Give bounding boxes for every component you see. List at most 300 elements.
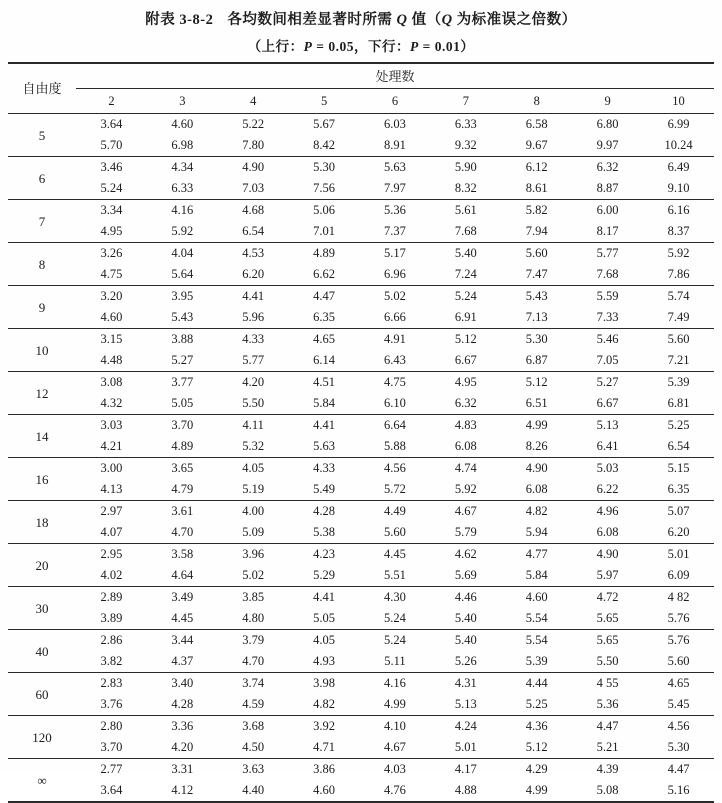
- q-value-p001: 5.76: [667, 611, 690, 625]
- q-value-p001: 7.86: [667, 267, 690, 281]
- treatment-count-header: 5: [320, 93, 328, 108]
- df-value: 10: [35, 342, 49, 358]
- subtitle-text: （上行：: [247, 39, 304, 54]
- q-value-p001: 4.70: [171, 525, 194, 539]
- q-value-p001: 5.24: [384, 611, 406, 625]
- df-value: 40: [35, 643, 49, 659]
- df-value: 16: [35, 471, 49, 487]
- q-row-p005: [8, 372, 714, 394]
- q-value-p001: 4.37: [171, 654, 194, 668]
- q-row-p001: [8, 135, 714, 157]
- q-value-p001: 5.09: [242, 525, 265, 539]
- q-value-p001: 4.59: [242, 697, 265, 711]
- q-value-p001: 5.13: [454, 697, 477, 711]
- q-row-p005: [8, 458, 714, 480]
- q-value-p001: 9.97: [596, 138, 619, 152]
- q-value-p005: 3.88: [171, 332, 194, 346]
- q-row-p005: [8, 157, 714, 179]
- q-value-p005: 5.27: [596, 375, 619, 389]
- q-value-p001: 6.81: [667, 396, 690, 410]
- q-value-p005: 4.45: [384, 547, 406, 561]
- q-value-p005: 4.60: [525, 590, 548, 604]
- q-value-p001: 6.66: [384, 310, 406, 324]
- q-value-p005: 4.34: [171, 160, 194, 174]
- q-value-p001: 5.63: [313, 439, 335, 453]
- q-value-p001: 4.99: [525, 783, 548, 797]
- q-value-p005: 5.92: [667, 246, 690, 260]
- q-value-p001: 5.19: [242, 482, 265, 496]
- q-value-p001: 8.37: [667, 224, 690, 238]
- q-value-p001: 5.94: [525, 525, 548, 539]
- q-value-p005: 2.89: [100, 590, 123, 604]
- q-value-p001: 5.05: [171, 396, 194, 410]
- q-value-p001: 4.64: [171, 568, 194, 582]
- q-value-p005: 4.91: [384, 332, 406, 346]
- treatment-count-header: 6: [391, 93, 399, 108]
- q-value-p001: 6.87: [525, 353, 548, 367]
- q-value-p001: 5.40: [454, 611, 477, 625]
- q-row-p001: [8, 264, 714, 286]
- q-value-p005: 3.61: [171, 504, 194, 518]
- q-value-p005: 3.36: [171, 719, 194, 733]
- q-value-p005: 4.56: [667, 719, 690, 733]
- q-value-p005: 5.67: [313, 117, 335, 131]
- q-value-p005: 4.74: [454, 461, 477, 475]
- q-value-p005: 6.32: [596, 160, 619, 174]
- q-value-p005: 3.34: [100, 203, 123, 217]
- df-value: ∞: [37, 772, 47, 788]
- q-value-p001: 5.32: [242, 439, 265, 453]
- q-value-p001: 7.47: [525, 267, 548, 281]
- q-value-p005: 5.03: [596, 461, 619, 475]
- q-value-p001: 5.77: [242, 353, 265, 367]
- q-value-p001: 4.88: [454, 783, 477, 797]
- q-row-p005: [8, 329, 714, 351]
- q-value-p001: 3.70: [100, 740, 123, 754]
- q-value-p001: 5.49: [313, 482, 335, 496]
- q-value-p005: 4.46: [454, 590, 477, 604]
- q-value-p001: 6.20: [242, 267, 265, 281]
- df-value: 6: [38, 170, 46, 186]
- q-value-p001: 5.88: [384, 439, 406, 453]
- q-value-p005: 5.15: [667, 461, 690, 475]
- q-value-p001: 6.22: [596, 482, 619, 496]
- q-value-p001: 5.51: [384, 568, 406, 582]
- q-value-p001: 5.92: [454, 482, 477, 496]
- q-value-p005: 2.86: [100, 633, 123, 647]
- q-value-p001: 4.20: [171, 740, 194, 754]
- treatment-count-header: 4: [250, 93, 257, 108]
- q-value-p005: 4.33: [242, 332, 265, 346]
- treatment-count-header: 3: [179, 93, 186, 108]
- q-value-p001: 6.54: [667, 439, 690, 453]
- q-value-p001: 5.08: [596, 783, 619, 797]
- q-value-p005: 6.33: [454, 117, 477, 131]
- q-value-p001: 7.05: [596, 353, 619, 367]
- q-value-p001: 5.38: [313, 525, 335, 539]
- q-value-p005: 2.80: [100, 719, 123, 733]
- q-value-p005: 5.07: [667, 504, 690, 518]
- q-value-p001: 7.03: [242, 181, 265, 195]
- q-value-p005: 5.30: [525, 332, 548, 346]
- q-row-p001: [8, 350, 714, 372]
- treatment-count-header: 2: [108, 93, 115, 108]
- q-value-p001: 4.80: [242, 611, 265, 625]
- q-row-p005: [8, 716, 714, 738]
- q-value-p005: 4.95: [454, 375, 477, 389]
- q-value-p001: 4.48: [100, 353, 123, 367]
- q-value-p001: 8.17: [596, 224, 619, 238]
- q-value-p005: 4.47: [596, 719, 619, 733]
- q-row-p001: [8, 479, 714, 501]
- q-value-p001: 6.41: [596, 439, 619, 453]
- q-value-p001: 4.95: [100, 224, 123, 238]
- q-value-p001: 6.67: [454, 353, 477, 367]
- q-value-p005: 5.59: [596, 289, 619, 303]
- q-value-p005: 2.77: [100, 762, 123, 776]
- q-value-p001: 5.84: [525, 568, 548, 582]
- q-value-p001: 5.45: [667, 697, 690, 711]
- q-value-p001: 7.80: [242, 138, 265, 152]
- q-value-p001: 6.54: [242, 224, 265, 238]
- df-value: 120: [32, 729, 52, 745]
- q-value-p001: 4.40: [242, 783, 265, 797]
- q-value-p005: 5.22: [242, 117, 265, 131]
- q-value-p001: 6.67: [596, 396, 619, 410]
- q-value-p001: 7.68: [454, 224, 477, 238]
- q-value-p001: 4.02: [100, 568, 123, 582]
- q-value-p005: 5.90: [454, 160, 477, 174]
- q-value-p005: 3.08: [100, 375, 123, 389]
- df-value: 7: [38, 213, 46, 229]
- q-value-p001: 6.91: [454, 310, 477, 324]
- q-value-p005: 4.10: [384, 719, 406, 733]
- q-value-p005: 3.15: [100, 332, 123, 346]
- q-value-p001: 7.68: [596, 267, 619, 281]
- subtitle-p-symbol2: P: [410, 39, 419, 54]
- q-value-p001: 5.84: [313, 396, 335, 410]
- q-value-p005: 4.36: [525, 719, 548, 733]
- q-value-p001: 4.76: [384, 783, 406, 797]
- q-value-p005: 6.00: [596, 203, 619, 217]
- q-value-p005: 4.89: [313, 246, 335, 260]
- q-value-p005: 4.44: [525, 676, 548, 690]
- q-value-p001: 4.89: [171, 439, 194, 453]
- q-row-p001: [8, 178, 714, 200]
- q-value-p005: 4.99: [525, 418, 548, 432]
- table-number-label: 附表 3-8-2: [145, 12, 214, 28]
- q-value-p005: 4.65: [313, 332, 335, 346]
- q-value-p005: 3.74: [242, 676, 265, 690]
- q-value-p005: 5.74: [667, 289, 690, 303]
- q-value-p005: 3.85: [242, 590, 265, 604]
- q-value-p005: 3.46: [100, 160, 123, 174]
- q-value-p005: 4.82: [525, 504, 548, 518]
- q-value-p005: 3.49: [171, 590, 194, 604]
- q-value-p005: 4.41: [313, 590, 335, 604]
- q-value-p005: 6.64: [384, 418, 406, 432]
- q-value-p005: 6.80: [596, 117, 619, 131]
- q-value-p005: 4.16: [384, 676, 406, 690]
- q-value-p001: 4.93: [313, 654, 335, 668]
- q-value-p001: 6.43: [384, 353, 406, 367]
- q-value-p005: 3.63: [242, 762, 265, 776]
- q-value-p001: 3.76: [100, 697, 123, 711]
- q-value-p005: 5.39: [667, 375, 690, 389]
- q-value-p001: 5.43: [171, 310, 194, 324]
- q-value-p005: 6.16: [667, 203, 690, 217]
- q-row-p001: [8, 436, 714, 458]
- q-value-p001: 5.60: [667, 654, 690, 668]
- q-value-p001: 7.24: [454, 267, 477, 281]
- q-value-p001: 4.60: [100, 310, 123, 324]
- q-value-p001: 5.96: [242, 310, 265, 324]
- q-value-p001: 5.36: [596, 697, 619, 711]
- q-value-p001: 7.94: [525, 224, 548, 238]
- q-value-p005: 4.56: [384, 461, 406, 475]
- q-value-p001: 5.26: [454, 654, 477, 668]
- q-value-p005: 2.97: [100, 504, 123, 518]
- q-value-p001: 5.69: [454, 568, 477, 582]
- q-value-p001: 6.10: [384, 396, 406, 410]
- df-value: 30: [35, 600, 49, 616]
- q-value-p001: 4.67: [384, 740, 406, 754]
- q-value-p001: 6.98: [171, 138, 194, 152]
- q-value-p005: 4.04: [171, 246, 194, 260]
- q-value-p001: 6.33: [171, 181, 194, 195]
- q-value-p001: 6.09: [667, 568, 690, 582]
- q-value-p001: 7.49: [667, 310, 690, 324]
- subtitle-p-symbol: P: [303, 39, 313, 54]
- q-value-p005: 3.64: [100, 117, 123, 131]
- df-header: 自由度: [22, 81, 62, 96]
- q-value-p001: 4.45: [171, 611, 194, 625]
- q-value-p005: 3.95: [171, 289, 194, 303]
- q-row-p001: [8, 393, 714, 415]
- q-value-p001: 5.92: [171, 224, 194, 238]
- q-value-p001: 8.32: [454, 181, 477, 195]
- q-value-p005: 5.54: [525, 633, 548, 647]
- q-value-p001: 8.61: [525, 181, 548, 195]
- q-value-p005: 3.31: [171, 762, 194, 776]
- q-value-p005: 4.47: [313, 289, 335, 303]
- q-value-p005: 5.13: [596, 418, 619, 432]
- q-value-p005: 4.47: [667, 762, 690, 776]
- q-value-p001: 6.51: [525, 396, 548, 410]
- q-value-p001: 5.27: [171, 353, 194, 367]
- q-value-p005: 5.76: [667, 633, 690, 647]
- q-value-p001: 3.82: [100, 654, 123, 668]
- q-value-p005: 4.24: [454, 719, 477, 733]
- q-value-p005: 6.49: [667, 160, 690, 174]
- q-value-p005: 5.40: [454, 633, 477, 647]
- q-value-p001: 4.13: [100, 482, 123, 496]
- q-value-p005: 4.05: [242, 461, 265, 475]
- q-value-p005: 6.99: [667, 117, 690, 131]
- q-value-p001: 6.14: [313, 353, 335, 367]
- q-value-p005: 5.46: [596, 332, 619, 346]
- q-value-p001: 5.50: [242, 396, 265, 410]
- treatment-count-header: 8: [533, 93, 540, 108]
- q-value-p001: 6.08: [596, 525, 619, 539]
- q-value-p001: 5.21: [596, 740, 619, 754]
- q-value-p005: 3.58: [171, 547, 194, 561]
- q-value-p001: 5.60: [384, 525, 406, 539]
- q-value-p005: 3.86: [313, 762, 335, 776]
- q-value-p001: 8.42: [313, 138, 335, 152]
- q-value-p001: 4.71: [313, 740, 335, 754]
- q-value-p005: 5.61: [454, 203, 477, 217]
- q-value-p001: 5.54: [525, 611, 548, 625]
- table-subtitle: [0, 35, 722, 55]
- q-value-p005: 5.12: [454, 332, 477, 346]
- q-value-p005: 4.00: [242, 504, 265, 518]
- q-value-p005: 5.63: [384, 160, 406, 174]
- q-row-p005: [8, 415, 714, 437]
- q-value-p001: 8.26: [525, 439, 548, 453]
- q-row-p005: [8, 759, 714, 781]
- q-value-p005: 5.43: [525, 289, 548, 303]
- q-row-p005: [8, 243, 714, 265]
- treatment-count-header: 9: [604, 93, 611, 108]
- q-row-p001: [8, 694, 714, 716]
- q-value-p005: 5.25: [667, 418, 690, 432]
- q-value-p001: 5.39: [525, 654, 548, 668]
- q-value-p005: 3.68: [242, 719, 265, 733]
- title-q-symbol2: Q: [441, 12, 453, 28]
- subtitle-text2: = 0.05，下行：: [312, 39, 410, 54]
- table-title: [0, 0, 722, 29]
- q-value-p005: 5.77: [596, 246, 619, 260]
- treatments-header: 处理数: [76, 63, 714, 89]
- q-value-p005: 5.36: [384, 203, 406, 217]
- q-value-p005: 4.29: [525, 762, 548, 776]
- q-value-p001: 10.24: [664, 138, 693, 152]
- q-value-p005: 4.28: [313, 504, 335, 518]
- q-value-p001: 4.07: [100, 525, 123, 539]
- q-value-p005: 4.67: [454, 504, 477, 518]
- subtitle-text3: = 0.01）: [418, 39, 475, 54]
- q-value-p001: 4.70: [242, 654, 265, 668]
- q-value-p005: 5.60: [667, 332, 690, 346]
- q-value-p005: 4.72: [596, 590, 619, 604]
- q-value-p005: 4.41: [313, 418, 335, 432]
- q-row-p005: [8, 200, 714, 222]
- q-value-p005: 5.17: [384, 246, 406, 260]
- q-value-p005: 5.40: [454, 246, 477, 260]
- q-value-p001: 9.10: [667, 181, 690, 195]
- q-value-p005: 4.05: [313, 633, 335, 647]
- q-value-p001: 6.62: [313, 267, 335, 281]
- q-value-p005: 4.53: [242, 246, 265, 260]
- q-value-p001: 4.28: [171, 697, 194, 711]
- q-value-p005: 3.03: [100, 418, 123, 432]
- q-row-p001: [8, 307, 714, 329]
- df-value: 60: [35, 686, 49, 702]
- q-row-p001: [8, 565, 714, 587]
- q-row-p005: [8, 544, 714, 566]
- title-q-symbol: Q: [396, 12, 408, 28]
- q-value-p001: 4.21: [100, 439, 123, 453]
- q-value-p001: 4.99: [384, 697, 406, 711]
- q-value-p001: 4.60: [313, 783, 335, 797]
- q-value-p005: 4.51: [313, 375, 335, 389]
- q-value-p005: 4.23: [313, 547, 335, 561]
- q-value-p005: 3.44: [171, 633, 194, 647]
- q-value-p005: 4.75: [384, 375, 406, 389]
- q-row-p005: [8, 501, 714, 523]
- q-value-p005: 4.03: [384, 762, 406, 776]
- q-value-p005: 2.95: [100, 547, 123, 561]
- q-value-p001: 7.56: [313, 181, 335, 195]
- q-value-p001: 5.12: [525, 740, 548, 754]
- q-value-p005: 5.12: [525, 375, 548, 389]
- q-row-p005: [8, 114, 714, 136]
- q-row-p005: [8, 587, 714, 609]
- q-row-p001: [8, 780, 714, 802]
- df-value: 20: [35, 557, 49, 573]
- q-value-p005: 5.24: [454, 289, 477, 303]
- q-value-p001: 8.91: [384, 138, 406, 152]
- treatment-count-header: 7: [462, 93, 469, 108]
- q-value-p001: 5.72: [384, 482, 406, 496]
- q-value-p001: 6.35: [667, 482, 690, 496]
- q-value-p001: 5.24: [100, 181, 123, 195]
- q-value-p001: 6.96: [384, 267, 406, 281]
- q-value-p005: 4.90: [242, 160, 265, 174]
- q-value-p001: 5.97: [596, 568, 619, 582]
- q-value-p005: 3.96: [242, 547, 265, 561]
- q-value-p005: 4.65: [667, 676, 690, 690]
- q-value-p001: 5.25: [525, 697, 548, 711]
- column-number-row: [8, 89, 714, 114]
- q-value-p005: 4.68: [242, 203, 265, 217]
- treatment-count-header: 10: [672, 93, 685, 108]
- df-value: 9: [38, 299, 46, 315]
- q-value-p001: 5.05: [313, 611, 335, 625]
- q-value-p005: 5.65: [596, 633, 619, 647]
- q-row-p001: [8, 651, 714, 673]
- q-value-p005: 3.92: [313, 719, 335, 733]
- q-value-p001: 8.87: [596, 181, 619, 195]
- q-value-p005: 4.60: [171, 117, 194, 131]
- q-value-p001: 4.82: [313, 697, 335, 711]
- q-value-p001: 5.11: [384, 654, 406, 668]
- q-value-p005: 3.70: [171, 418, 194, 432]
- q-value-p001: 4.75: [100, 267, 123, 281]
- q-value-p001: 7.33: [596, 310, 619, 324]
- q-value-p005: 4 55: [596, 676, 619, 690]
- q-value-p001: 7.01: [313, 224, 335, 238]
- q-value-p005: 2.83: [100, 676, 123, 690]
- q-value-p005: 6.12: [525, 160, 548, 174]
- q-row-p001: [8, 608, 714, 630]
- q-value-p005: 4.62: [454, 547, 477, 561]
- q-value-p001: 5.64: [171, 267, 194, 281]
- q-value-p005: 5.30: [313, 160, 335, 174]
- q-value-p005: 4.96: [596, 504, 619, 518]
- q-value-p005: 4.77: [525, 547, 548, 561]
- q-value-p001: 5.50: [596, 654, 619, 668]
- q-value-p005: 3.77: [171, 375, 194, 389]
- q-value-p005: 6.03: [384, 117, 406, 131]
- q-row-p005: [8, 673, 714, 695]
- q-value-p001: 6.32: [454, 396, 477, 410]
- q-value-p005: 4.90: [596, 547, 619, 561]
- q-value-p005: 4.31: [454, 676, 477, 690]
- q-value-p001: 5.30: [667, 740, 690, 754]
- table-title-text3: 为标准误之倍数）: [452, 12, 577, 28]
